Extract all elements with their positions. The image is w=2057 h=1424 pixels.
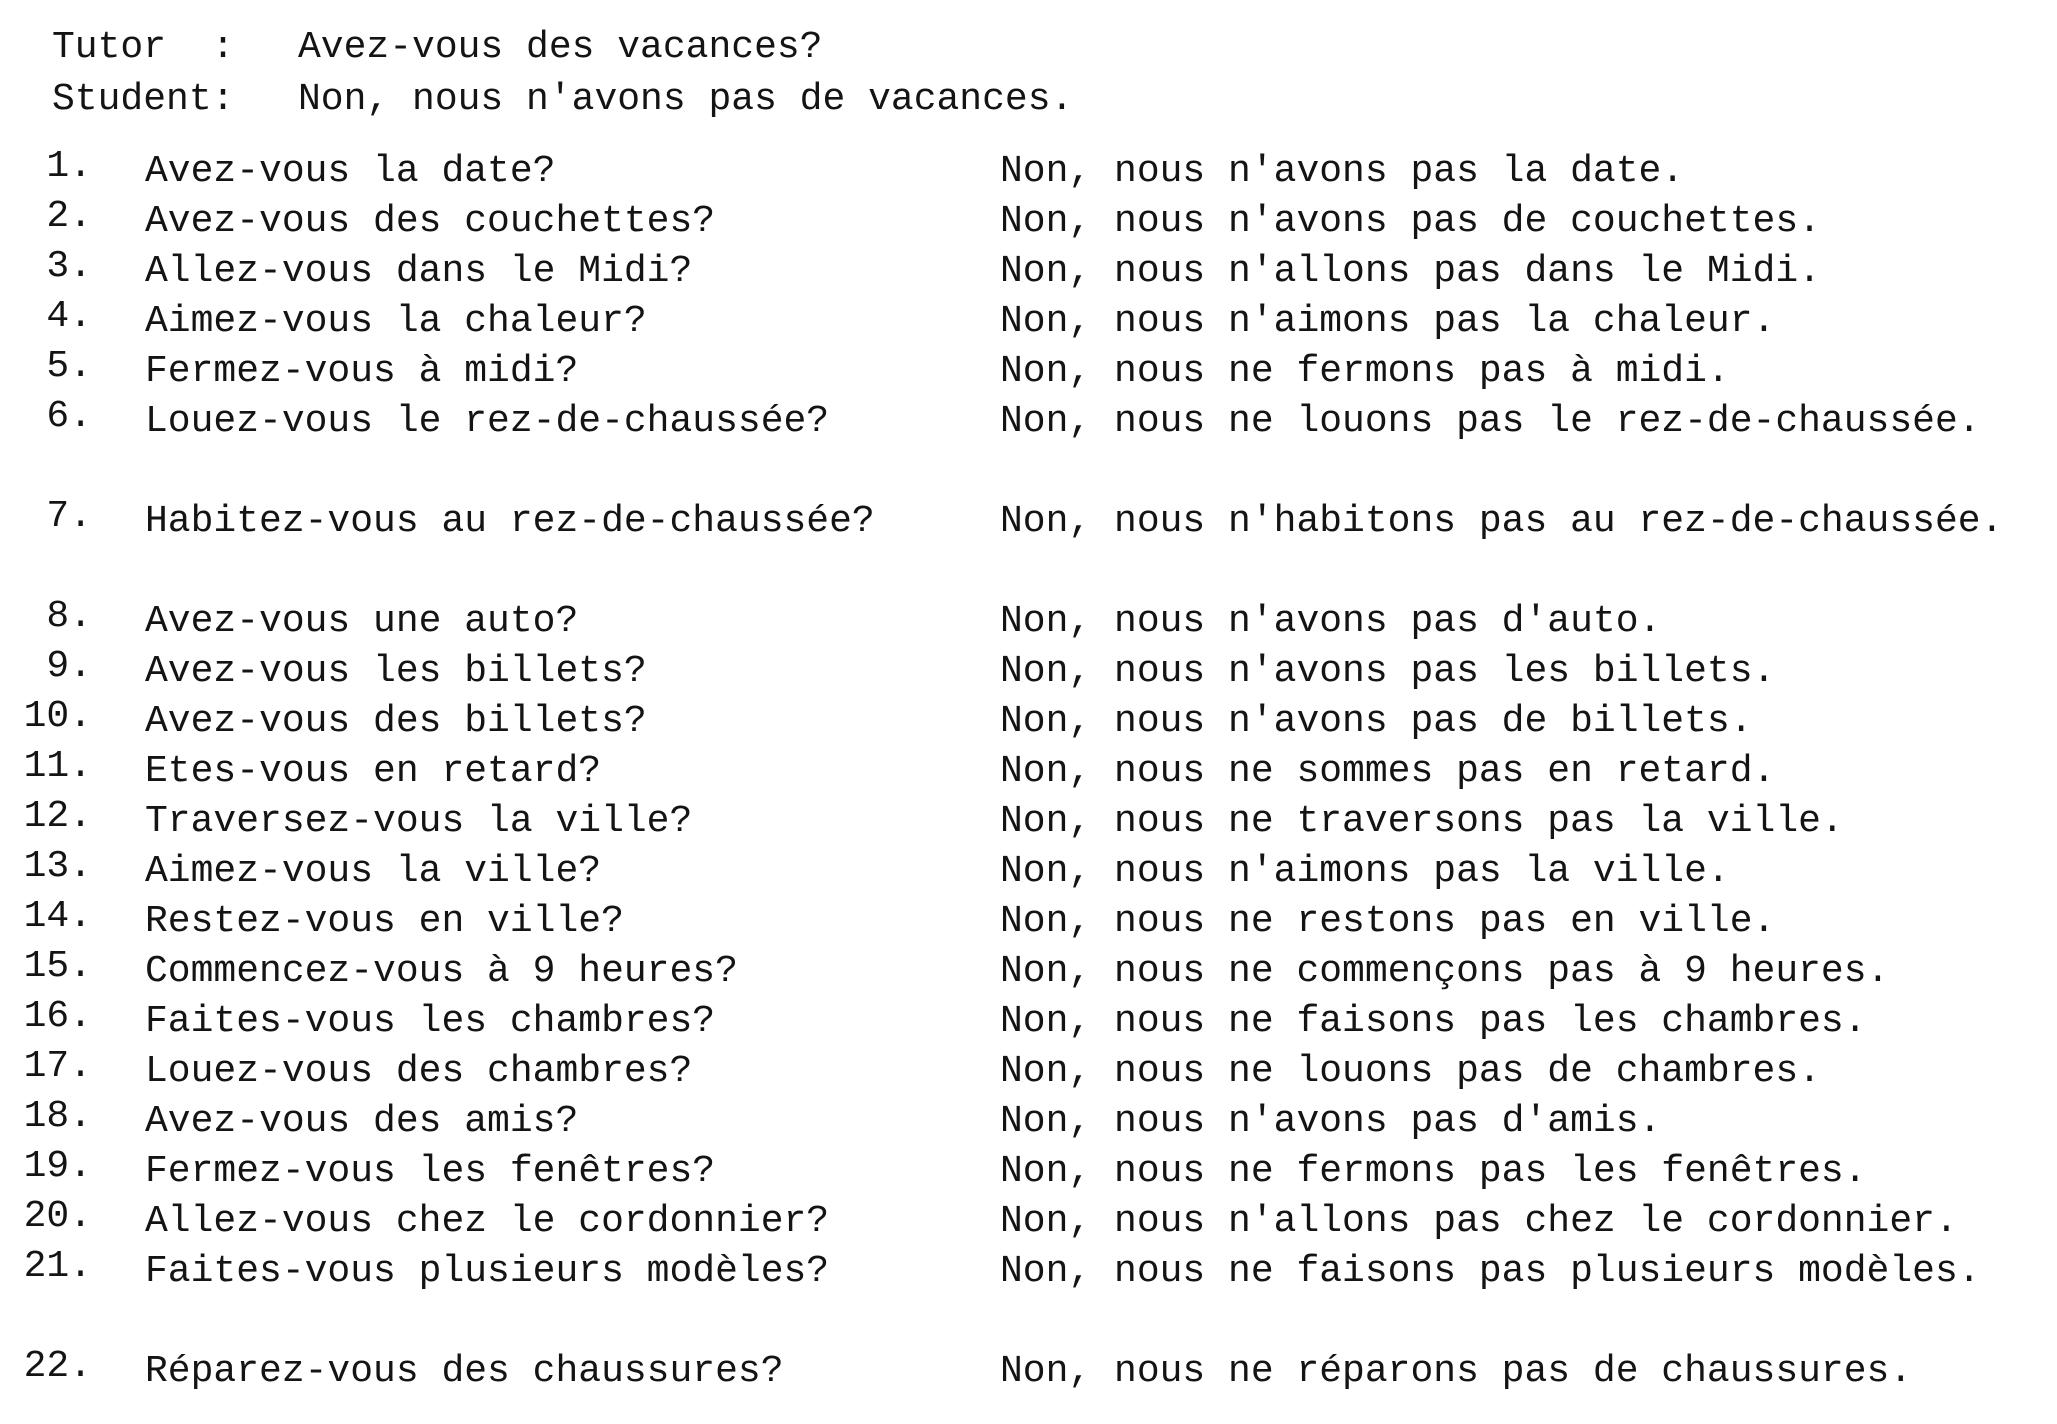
item-question: Faites-vous plusieurs modèles?: [145, 1250, 830, 1293]
item-number: 22.: [23, 1345, 92, 1388]
item-answer: Non, nous n'avons pas la date.: [1000, 150, 1685, 193]
item-answer: Non, nous n'avons pas de couchettes.: [1000, 200, 1821, 243]
item-question: Fermez-vous les fenêtres?: [145, 1150, 716, 1193]
item-question: Allez-vous chez le cordonnier?: [145, 1200, 830, 1243]
tutor-label: Tutor :: [52, 26, 235, 69]
item-number: 20.: [23, 1195, 92, 1238]
item-answer: Non, nous ne fermons pas à midi.: [1000, 350, 1730, 393]
item-number: 19.: [23, 1145, 92, 1188]
item-answer: Non, nous n'avons pas d'auto.: [1000, 600, 1662, 643]
item-question: Louez-vous des chambres?: [145, 1050, 693, 1093]
student-text: Non, nous n'avons pas de vacances.: [298, 78, 1074, 121]
item-answer: Non, nous ne faisons pas les chambres.: [1000, 1000, 1867, 1043]
item-number: 18.: [23, 1095, 92, 1138]
item-question: Avez-vous des billets?: [145, 700, 647, 743]
item-number: 1.: [46, 145, 92, 188]
item-question: Avez-vous les billets?: [145, 650, 647, 693]
item-number: 6.: [46, 395, 92, 438]
item-number: 11.: [23, 745, 92, 788]
item-number: 9.: [46, 645, 92, 688]
item-answer: Non, nous n'avons pas les billets.: [1000, 650, 1776, 693]
item-number: 3.: [46, 245, 92, 288]
item-number: 12.: [23, 795, 92, 838]
item-answer: Non, nous n'avons pas de billets.: [1000, 700, 1753, 743]
item-question: Etes-vous en retard?: [145, 750, 602, 793]
item-number: 2.: [46, 195, 92, 238]
item-question: Habitez-vous au rez-de-chaussée?: [145, 500, 875, 543]
item-number: 15.: [23, 945, 92, 988]
item-question: Louez-vous le rez-de-chaussée?: [145, 400, 830, 443]
item-answer: Non, nous n'avons pas d'amis.: [1000, 1100, 1662, 1143]
item-question: Faites-vous les chambres?: [145, 1000, 716, 1043]
student-label: Student:: [52, 78, 235, 121]
item-number: 13.: [23, 845, 92, 888]
tutor-text: Avez-vous des vacances?: [298, 26, 823, 69]
item-number: 4.: [46, 295, 92, 338]
item-answer: Non, nous n'habitons pas au rez-de-chaussée.: [1000, 500, 2004, 543]
item-question: Réparez-vous des chaussures?: [145, 1350, 784, 1393]
item-answer: Non, nous ne réparons pas de chaussures.: [1000, 1350, 1913, 1393]
item-question: Aimez-vous la ville?: [145, 850, 602, 893]
item-number: 21.: [23, 1245, 92, 1288]
item-answer: Non, nous ne louons pas le rez-de-chaussée.: [1000, 400, 1981, 443]
item-question: Fermez-vous à midi?: [145, 350, 579, 393]
item-number: 5.: [46, 345, 92, 388]
item-number: 10.: [23, 695, 92, 738]
item-answer: Non, nous ne traversons pas la ville.: [1000, 800, 1844, 843]
item-answer: Non, nous ne commençons pas à 9 heures.: [1000, 950, 1890, 993]
item-number: 14.: [23, 895, 92, 938]
item-answer: Non, nous n'allons pas dans le Midi.: [1000, 250, 1821, 293]
item-answer: Non, nous n'aimons pas la chaleur.: [1000, 300, 1776, 343]
item-answer: Non, nous n'aimons pas la ville.: [1000, 850, 1730, 893]
student-line: [52, 74, 1073, 126]
item-answer: Non, nous ne restons pas en ville.: [1000, 900, 1776, 943]
example-dialogue: [52, 22, 1073, 126]
item-answer: Non, nous n'allons pas chez le cordonnier.: [1000, 1200, 1958, 1243]
item-answer: Non, nous ne fermons pas les fenêtres.: [1000, 1150, 1867, 1193]
item-question: Avez-vous des amis?: [145, 1100, 579, 1143]
item-question: Avez-vous la date?: [145, 150, 556, 193]
item-question: Avez-vous des couchettes?: [145, 200, 716, 243]
item-question: Allez-vous dans le Midi?: [145, 250, 693, 293]
item-answer: Non, nous ne louons pas de chambres.: [1000, 1050, 1821, 1093]
item-answer: Non, nous ne sommes pas en retard.: [1000, 750, 1776, 793]
item-question: Avez-vous une auto?: [145, 600, 579, 643]
item-number: 16.: [23, 995, 92, 1038]
item-number: 17.: [23, 1045, 92, 1088]
item-question: Aimez-vous la chaleur?: [145, 300, 647, 343]
item-question: Commencez-vous à 9 heures?: [145, 950, 738, 993]
tutor-line: [52, 22, 1073, 74]
item-question: Traversez-vous la ville?: [145, 800, 693, 843]
item-question: Restez-vous en ville?: [145, 900, 624, 943]
item-number: 8.: [46, 595, 92, 638]
item-answer: Non, nous ne faisons pas plusieurs modèles.: [1000, 1250, 1981, 1293]
item-number: 7.: [46, 495, 92, 538]
